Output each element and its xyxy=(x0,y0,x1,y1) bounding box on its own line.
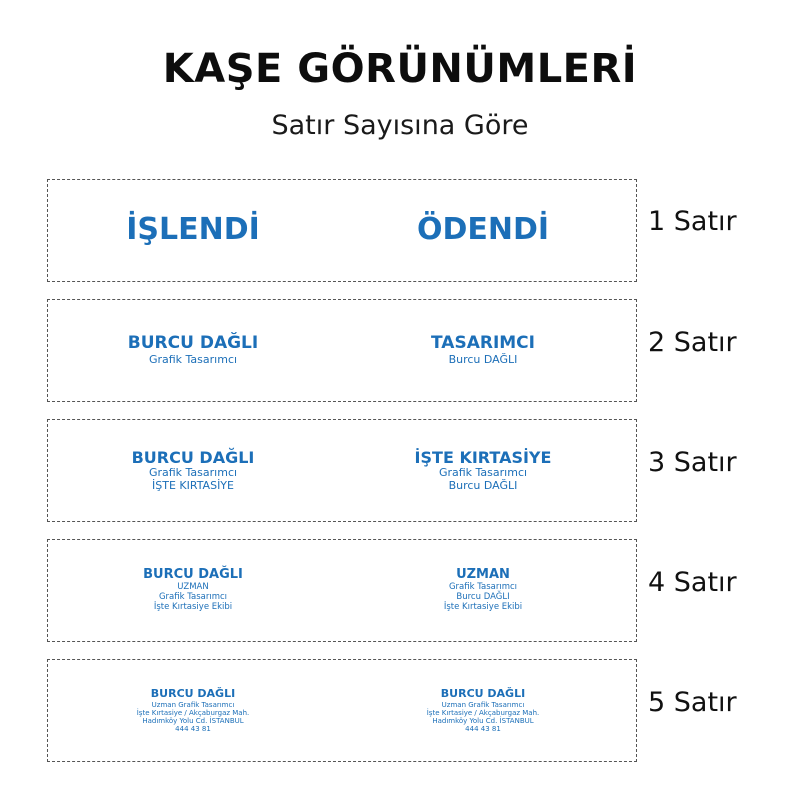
stamp-line: Uzman Grafik Tasarımcı xyxy=(441,700,525,709)
stamp-line: TASARIMCI xyxy=(431,333,535,354)
stamp-right xyxy=(338,180,628,281)
stamp-line: UZMAN xyxy=(456,567,510,583)
stamp-panel-3 xyxy=(47,419,637,522)
stamp-left xyxy=(48,540,338,641)
row-label-5: 5 Satır xyxy=(648,687,737,718)
stamp-panel-5 xyxy=(47,659,637,762)
stamp-line: ÖDENDİ xyxy=(416,212,550,248)
stamp-line: Burcu DAĞLI xyxy=(456,592,510,603)
stamp-line: Grafik Tasarımcı xyxy=(438,466,528,480)
stamp-panel-1 xyxy=(47,179,637,282)
stamp-line: 444 43 81 xyxy=(465,724,501,733)
stamp-line: BURCU DAĞLI xyxy=(150,687,236,701)
stamp-right xyxy=(338,420,628,521)
stamp-line: BURCU DAĞLI xyxy=(131,447,255,467)
stamp-right xyxy=(338,660,628,761)
stamp-left xyxy=(48,180,338,281)
row-label-1: 1 Satır xyxy=(648,206,737,237)
stamp-line: İŞTE KIRTASİYE xyxy=(414,447,552,467)
stamp-left xyxy=(48,660,338,761)
stamp-line: İşte Kırtasiye / Akçaburgaz Mah. xyxy=(426,708,540,717)
row-label-2: 2 Satır xyxy=(648,327,737,358)
stamp-line: Uzman Grafik Tasarımcı xyxy=(151,700,235,709)
stamp-line: Burcu DAĞLI xyxy=(448,352,518,366)
stamp-line: Hadımköy Yolu Cd. İSTANBUL xyxy=(142,716,244,725)
stamp-line: UZMAN xyxy=(177,582,209,593)
row-label-3: 3 Satır xyxy=(648,447,737,478)
row-label-4: 4 Satır xyxy=(648,567,737,598)
stamp-line: BURCU DAĞLI xyxy=(440,687,526,701)
stamp-line: İşte Kırtasiye Ekibi xyxy=(153,601,233,612)
stamp-line: İşte Kırtasiye Ekibi xyxy=(443,601,523,612)
page-title: KAŞE GÖRÜNÜMLERİ xyxy=(162,46,638,92)
page-subtitle: Satır Sayısına Göre xyxy=(271,110,529,141)
stamp-line: Grafik Tasarımcı xyxy=(148,466,238,480)
stamp-line: 444 43 81 xyxy=(175,724,211,733)
stamp-left xyxy=(48,420,338,521)
stamp-line: BURCU DAĞLI xyxy=(143,567,243,583)
stamp-right xyxy=(338,300,628,401)
stamp-panel-2 xyxy=(47,299,637,402)
stamp-right xyxy=(338,540,628,641)
stamp-line: İşte Kırtasiye / Akçaburgaz Mah. xyxy=(136,708,250,717)
stamp-panel-4 xyxy=(47,539,637,642)
stamp-line: BURCU DAĞLI xyxy=(127,333,259,354)
stamp-line: İŞLENDİ xyxy=(126,212,260,248)
stamp-line: Burcu DAĞLI xyxy=(448,478,518,492)
stamp-line: Hadımköy Yolu Cd. İSTANBUL xyxy=(432,716,534,725)
stamp-line: İŞTE KIRTASİYE xyxy=(152,478,234,492)
stamp-left xyxy=(48,300,338,401)
stamp-line: Grafik Tasarımcı xyxy=(448,582,518,593)
stamp-line: Grafik Tasarımcı xyxy=(158,592,228,603)
stamp-line: Grafik Tasarımcı xyxy=(148,352,238,366)
